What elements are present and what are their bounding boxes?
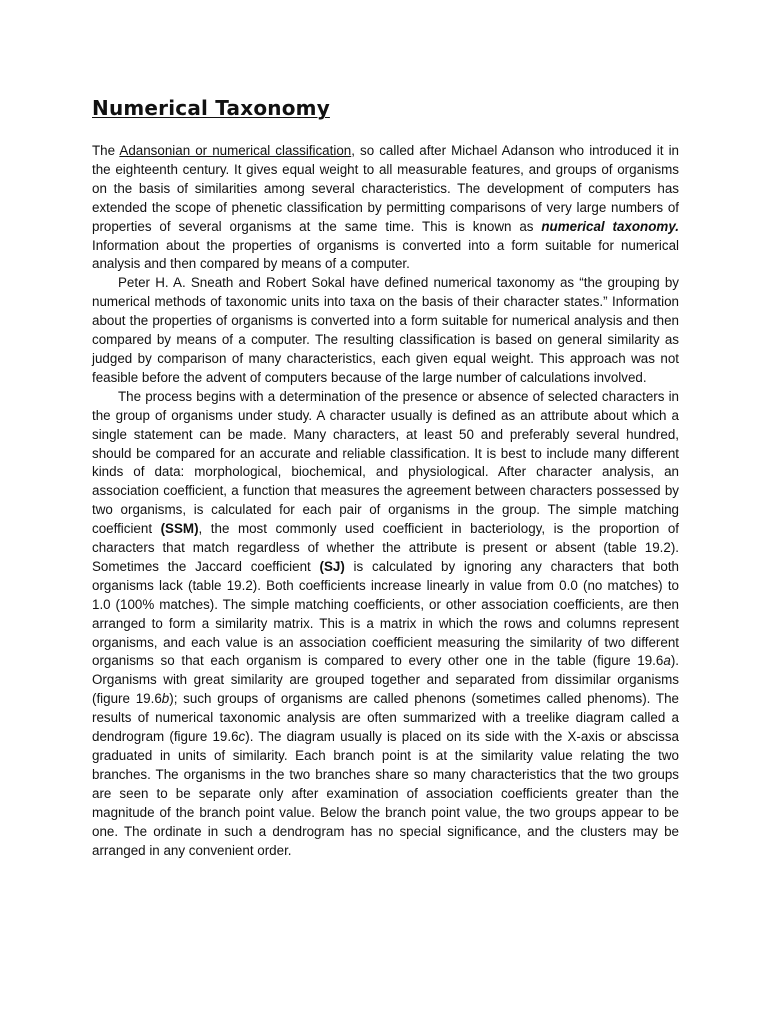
p3-text-6: ). The diagram usually is placed on its side with the X-axis or abscissa graduated in units of similarity. Each branch point is at the similarity value relating the two branches. The organisms in the two branches share so many characteristics that the two groups are seen to be separate only after examination of association coefficients greater than the magnitude of the branch point value. Below the branch point value, the two groups appear to be one. The ordinate in such a dendrogram has no special significance, and the clusters may be arranged in any convenient order. bbox=[92, 729, 679, 858]
paragraph-3 bbox=[92, 388, 679, 861]
p3-text-4: ). Organisms with great similarity are grouped together and separated from dissimilar organisms (figure 19.6 bbox=[92, 653, 679, 707]
p3-text-5: ); such groups of organisms are called phenons (sometimes called phenoms). The results of numerical taxonomic analysis are often summarized with a treelike diagram called a dendrogram (figure 19.6 bbox=[92, 691, 679, 745]
paragraph-1 bbox=[92, 142, 679, 274]
paragraph-2: Peter H. A. Sneath and Robert Sokal have defined numerical taxonomy as “the grouping by numerical methods of taxonomic units into taxa on the basis of their character states.” Information about the properties of organisms is converted into a form suitable for numerical analysis and then compared by means of a computer. The resulting classification is based on general similarity as judged by comparison of many characteristics, each given equal weight. This approach was not feasible before the advent of computers because of the large number of calculations involved. bbox=[92, 275, 679, 385]
p1-text-3: Information about the properties of organisms is converted into a form suitable for numerical analysis and then compared by means of a computer. bbox=[92, 237, 679, 272]
figure-ref-a: a bbox=[663, 653, 671, 669]
numerical-taxonomy-term: numerical taxonomy. bbox=[541, 218, 679, 234]
p3-text-2: , the most commonly used coefficient in bacteriology, is the proportion of characters that match regardless of whether the attribute is present or absent (table 19.2). Sometimes the Jaccard coefficient bbox=[92, 521, 679, 574]
figure-ref-c: c bbox=[238, 729, 246, 745]
ssm-term: (SSM) bbox=[160, 521, 199, 537]
p1-text-1: The bbox=[92, 143, 120, 158]
adansonian-classification-link[interactable]: Adansonian or numerical classification bbox=[119, 143, 352, 158]
document-page bbox=[92, 96, 679, 860]
p1-text-2: , so called after Michael Adanson who introduced it in the eighteenth century. It gives equal weight to all measurable features, and groups of organisms on the basis of similarities among several characteristics. The development of computers has extended the scope of phenetic classification by permitting comparisons of very large numbers of properties of several organisms at the same time. This is known as bbox=[92, 143, 679, 234]
p3-text-3: is calculated by ignoring any characters that both organisms lack (table 19.2). Both coefficients increase linearly in value from 0.0 (no matches) to 1.0 (100% matches). The simple matching coefficients, or other association coefficients, are then arranged to form a similarity matrix. This is a matrix in which the rows and columns represent organisms, and each value is an association coefficient measuring the similarity of two different organisms so that each organism is compared to every other one in the table (figure 19.6 bbox=[92, 558, 679, 669]
page-title: Numerical Taxonomy bbox=[92, 96, 330, 120]
sj-term: (SJ) bbox=[319, 558, 345, 574]
figure-ref-b: b bbox=[161, 691, 170, 707]
p3-text-1: The process begins with a determination of the presence or absence of selected characters in the group of organisms under study. A character usually is defined as an attribute about which a single statement can be made. Many characters, at least 50 and preferably several hundred, should be compared for an accurate and reliable classification. It is best to include many different kinds of data: morphological, biochemical, and physiological. After character analysis, an association coefficient, a function that measures the agreement between characters possessed by two organisms, is calculated for each pair of organisms in the group. The simple matching coefficient bbox=[92, 388, 679, 537]
